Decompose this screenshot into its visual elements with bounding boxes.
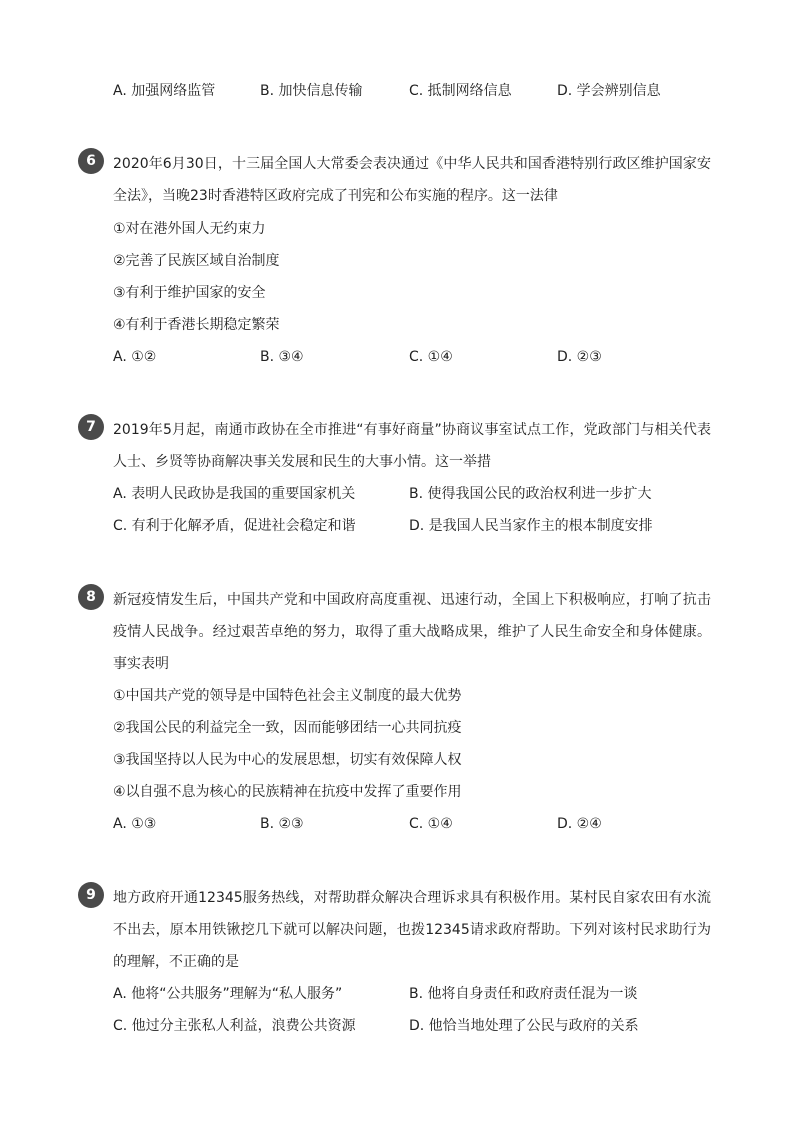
statement-item: ②完善了民族区域自治制度 [113,253,280,269]
q6-options [113,345,753,369]
q5-options [113,79,753,103]
q8-option-d: D. ②④ [557,816,602,832]
statement-item: ①对在港外国人无约束力 [113,221,266,237]
q6-option-d: D. ②③ [557,349,602,365]
statement-item: ③有利于维护国家的安全 [113,285,266,301]
q5-option-b: B. 加快信息传输 [260,83,363,99]
question-stem: 新冠疫情发生后，中国共产党和中国政府高度重视、迅速行动，全国上下积极响应，打响了抗击疫情人民战争。经过艰苦卓绝的努力，取得了重大战略成果，维护了人民生命安全和身体健康。事实表明 [113,592,711,672]
q9-option-b: B. 他将自身责任和政府责任混为一谈 [409,986,638,1002]
statement-item: ②我国公民的利益完全一致，因而能够团结一心共同抗疫 [113,720,462,736]
q6-option-b: B. ③④ [260,349,304,365]
q9-option-c: C. 他过分主张私人利益，浪费公共资源 [113,1018,356,1034]
q8-option-a: A. ①③ [113,816,157,832]
q6-option-a: A. ①② [113,349,157,365]
question-stem: 2020年6月30日，十三届全国人大常委会表决通过《中华人民共和国香港特别行政区维护国家安全法》，当晚23时香港特区政府完成了刊宪和公布实施的程序。这一法律 [113,156,711,204]
q7-options-row-2 [113,514,753,538]
question-number-badge: 8 [78,584,104,610]
q5-option-a: A. 加强网络监管 [113,83,216,99]
question-number-badge: 6 [78,148,104,174]
q9-options-row-2 [113,1014,753,1038]
q7-option-c: C. 有利于化解矛盾，促进社会稳定和谐 [113,518,356,534]
q8-option-b: B. ②③ [260,816,304,832]
question-number-badge: 7 [78,414,104,440]
statement-item: ③我国坚持以人民为中心的发展思想，切实有效保障人权 [113,752,462,768]
question-stem: 地方政府开通12345服务热线，对帮助群众解决合理诉求具有积极作用。某村民自家农田有水流不出去，原本用铁锹挖几下就可以解决问题，也拨12345请求政府帮助。下列对该村民求助行为的理解，不正确的是 [113,890,711,970]
statement-item: ④有利于香港长期稳定繁荣 [113,317,280,333]
q7-options-row-1 [113,482,753,506]
q9-options-row-1 [113,982,753,1006]
q8-option-c: C. ①④ [409,816,453,832]
q7-option-b: B. 使得我国公民的政治权利进一步扩大 [409,486,652,502]
q5-option-d: D. 学会辨别信息 [557,83,661,99]
statement-item: ④以自强不息为核心的民族精神在抗疫中发挥了重要作用 [113,784,462,800]
q8-options [113,812,753,836]
q7-option-a: A. 表明人民政协是我国的重要国家机关 [113,486,356,502]
q9-option-d: D. 他恰当地处理了公民与政府的关系 [409,1018,639,1034]
question-stem: 2019年5月起，南通市政协在全市推进“有事好商量”协商议事室试点工作，党政部门与相关代表人士、乡贤等协商解决事关发展和民生的大事小情。这一举措 [113,422,711,470]
q7-option-d: D. 是我国人民当家作主的根本制度安排 [409,518,653,534]
q5-option-c: C. 抵制网络信息 [409,83,512,99]
q6-option-c: C. ①④ [409,349,453,365]
statement-item: ①中国共产党的领导是中国特色社会主义制度的最大优势 [113,688,462,704]
q9-option-a: A. 他将“公共服务”理解为“私人服务” [113,986,343,1002]
question-number-badge: 9 [78,882,104,908]
